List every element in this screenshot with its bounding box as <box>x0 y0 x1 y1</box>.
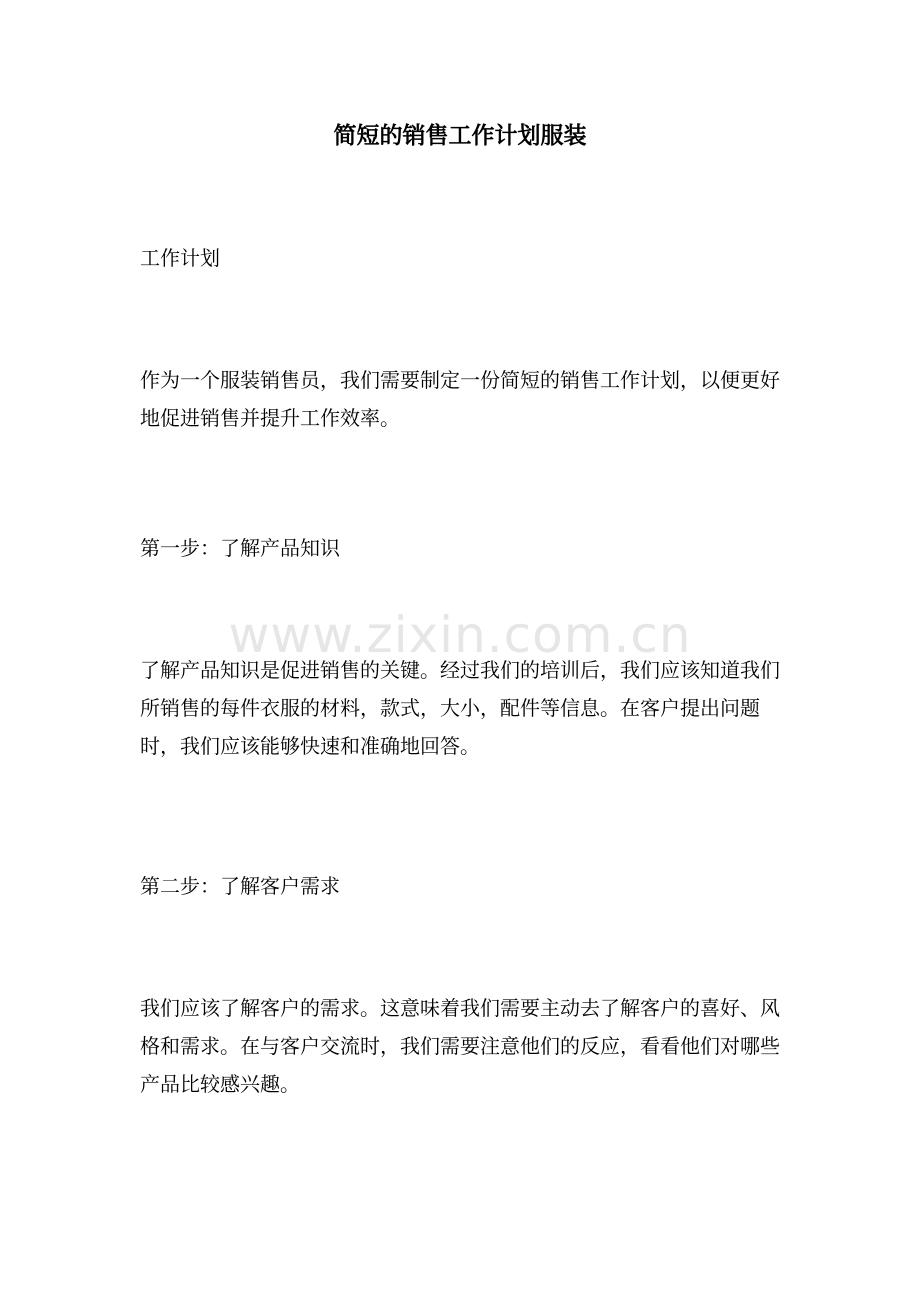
step1-paragraph: 了解产品知识是促进销售的关键。经过我们的培训后，我们应该知道我们所销售的每件衣服的材料，款式，大小，配件等信息。在客户提出问题时，我们应该能够快速和准确地回答。 <box>140 658 780 758</box>
intro-paragraph: 作为一个服装销售员，我们需要制定一份简短的销售工作计划，以便更好地促进销售并提升工作效率。 <box>140 368 780 430</box>
step2-heading: 第二步：了解客户需求 <box>140 874 340 898</box>
step1-heading: 第一步：了解产品知识 <box>140 536 340 560</box>
section-heading: 工作计划 <box>140 246 220 270</box>
watermark: www.zixin.com.cn <box>228 606 692 664</box>
step2-paragraph: 我们应该了解客户的需求。这意味着我们需要主动去了解客户的喜好、风格和需求。在与客户交流时，我们需要注意他们的反应，看看他们对哪些产品比较感兴趣。 <box>140 996 780 1096</box>
document-title: 简短的销售工作计划服装 <box>333 122 587 149</box>
